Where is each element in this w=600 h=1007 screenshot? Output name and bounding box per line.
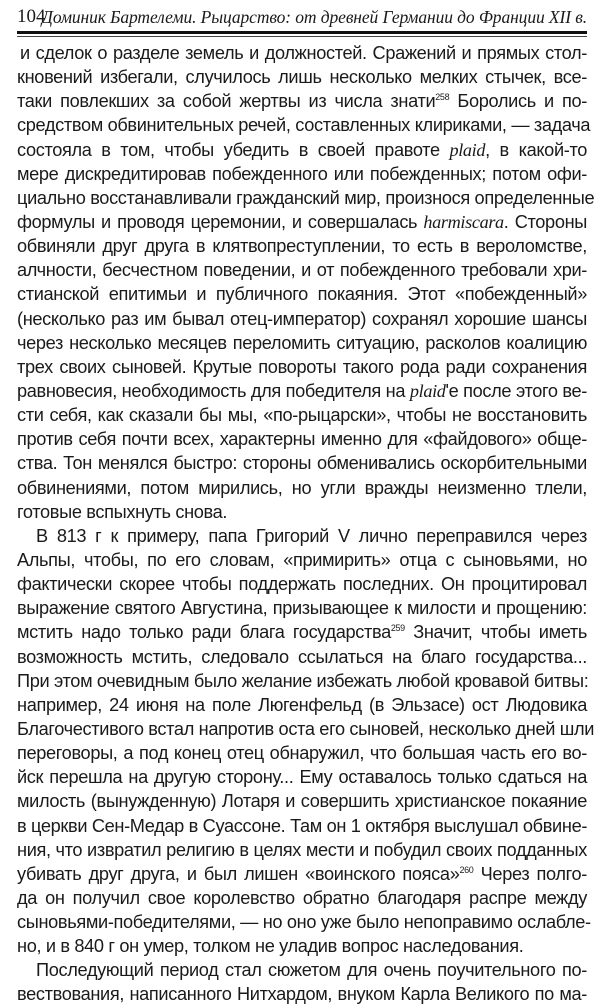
text-run: Последующий период стал сюжетом для очень поучительного по- — [36, 960, 587, 981]
text-run: в церкви Сен-Медар в Суассоне. Там он 1 октября выслушал обвине- — [17, 815, 588, 836]
text-line — [17, 910, 591, 934]
page-header — [17, 6, 587, 28]
paragraph — [17, 524, 595, 959]
page-number: 104 — [17, 6, 46, 27]
text-run: мстить надо только ради блага государства — [17, 622, 391, 643]
text-run: Значит, чтобы иметь — [404, 622, 587, 643]
text-run: фактически скорее чтобы поддержать последних. Он процитировал — [17, 574, 587, 595]
body-text — [17, 41, 595, 1007]
text-line — [17, 355, 587, 379]
text-run: состояла в том, чтобы убедить в своей правоте — [17, 139, 450, 160]
text-run: готовые вспыхнуть снова. — [17, 501, 228, 522]
text-line — [17, 379, 587, 403]
text-run: но, и в 840 г он умер, толком не уладив вопрос наследования. — [17, 936, 524, 957]
text-run: трех своих сыновей. Крутые повороты такого рода ради сохранения — [17, 356, 587, 377]
italic-term: plaid — [449, 139, 486, 160]
text-line — [17, 113, 591, 137]
text-line — [17, 89, 587, 113]
text-line — [17, 138, 587, 162]
text-run: Благочестивого встал напротив оста его сыновей, несколько дней шли — [17, 718, 595, 739]
text-line — [17, 693, 587, 717]
text-run: 'е после этого ве- — [445, 380, 587, 401]
text-run: равновесия, необходимость для победителя на — [17, 380, 410, 401]
text-run: При этом очевидным было желание избежать любой кровавой битвы: — [17, 670, 589, 691]
text-run: да он получил свое королевство обратно благодаря распре между — [17, 887, 587, 908]
text-run: обвинениями, потом мирились, но угли вражды неизменно тлели, — [17, 477, 587, 498]
text-run: убивать друг друга, и был лишен «воинского пояса» — [17, 863, 460, 884]
text-line — [17, 645, 587, 669]
text-run: (несколько раз им бывал отец-император) сохранял хорошие шансы — [17, 308, 587, 329]
text-line — [17, 282, 587, 306]
text-run: циально восстанавливали гражданский мир, произнося определенные — [17, 187, 595, 208]
text-run: . Стороны — [503, 211, 587, 232]
header-rule-thin — [17, 36, 587, 37]
text-line — [17, 186, 595, 210]
text-run: и сделок о разделе земель и должностей. Сражений и прямых стол- — [20, 43, 587, 63]
text-run: вествования, написанного Нитхардом, внуком Карла Великого по ма- — [17, 984, 587, 1005]
text-line — [17, 958, 587, 982]
text-line — [17, 669, 587, 693]
text-line — [17, 596, 587, 620]
text-run: выражение святого Августина, призывающее к милости и прощению: — [17, 598, 587, 619]
text-run: таки повлекших за собой жертвы из числа знати — [17, 91, 436, 112]
text-run: йск перешла на другую сторону... Ему оставалось только сдаться на — [17, 767, 587, 788]
paragraph — [17, 41, 595, 524]
text-run: сыновьями-победителями, — но оно уже было непоправимо ослабле- — [17, 912, 591, 933]
text-line — [17, 982, 587, 1006]
text-line — [17, 451, 587, 475]
text-line — [17, 789, 587, 813]
text-line — [17, 620, 587, 644]
text-line — [17, 862, 587, 886]
text-run: мере дискредитировав побежденного или побежденных; потом офи- — [17, 163, 587, 184]
text-run: например, 24 июня на поле Люгенфельд (в Эльзасе) ост Людовика — [17, 694, 587, 715]
text-line — [17, 500, 587, 524]
italic-term: plaid — [409, 380, 446, 401]
text-run: средством обвинительных речей, составленных клириками, — задача — [17, 115, 591, 136]
text-run: обвиняли друг друга в клятвопреступлении, то есть в вероломстве, — [17, 236, 587, 257]
text-line — [17, 65, 587, 89]
text-line — [17, 307, 587, 331]
text-run: возможность мстить, следовало ссылаться на благо государства... — [17, 646, 587, 667]
running-title: Доминик Бартелеми. Рыцарство: от древней Германии до Франции XII в. — [41, 7, 587, 27]
text-line — [17, 403, 587, 427]
footnote-ref: 258 — [435, 92, 450, 103]
italic-term: harmiscara — [423, 211, 504, 232]
footnote-ref: 259 — [390, 623, 405, 634]
text-line — [17, 210, 587, 234]
header-rule-thick — [17, 31, 587, 34]
text-run: ства. Тон менялся быстро: стороны обменивались оскорбительными — [17, 453, 587, 474]
text-run: Через полго- — [473, 863, 588, 884]
text-run: алчности, бесчестном поведении, и от побежденного требовали хри- — [17, 260, 587, 281]
text-line — [17, 717, 595, 741]
text-run: переговоры, а под конец отец обнаружил, что большая часть его во- — [17, 743, 587, 764]
text-line — [17, 741, 587, 765]
text-line — [17, 234, 587, 258]
text-run: Боролись и по- — [449, 91, 587, 112]
text-line — [17, 524, 587, 548]
text-line — [17, 258, 587, 282]
text-line — [17, 427, 587, 451]
text-run: сти себя, как сказали бы мы, «по-рыцарски», чтобы не восстановить — [17, 405, 587, 426]
text-run: ния, что извратил религию в целях мести и побудил своих подданных — [17, 839, 587, 860]
text-line — [17, 41, 587, 65]
text-run: , в какой-то — [485, 139, 587, 160]
text-line — [17, 331, 587, 355]
text-line — [17, 934, 587, 958]
text-line — [17, 548, 587, 572]
text-line — [17, 886, 587, 910]
text-line — [17, 814, 587, 838]
text-run: стианской епитимьи и публичного покаяния. Этот «побежденный» — [17, 284, 587, 305]
text-line — [17, 765, 587, 789]
text-run: кновений избегали, случилось лишь несколько мелких стычек, все- — [17, 67, 587, 88]
text-run: формулы и проводя церемонии, и совершалась — [17, 211, 424, 232]
text-run: через несколько месяцев переломить ситуацию, расколов коалицию — [17, 332, 587, 353]
text-line — [17, 162, 587, 186]
text-line — [17, 476, 587, 500]
text-run: милость (вынужденную) Лотаря и совершить христианское покаяние — [17, 791, 587, 812]
paragraph — [17, 958, 587, 1006]
text-run: В 813 г к примеру, папа Григорий V лично переправился через — [36, 525, 587, 546]
text-run: Альпы, чтобы, по его словам, «примирить» отца с сыновьями, но — [17, 549, 587, 570]
text-line — [17, 572, 587, 596]
text-run: против себя почти всех, характерны именно для «файдового» обще- — [17, 429, 587, 450]
footnote-ref: 260 — [459, 864, 474, 875]
text-line — [17, 838, 587, 862]
